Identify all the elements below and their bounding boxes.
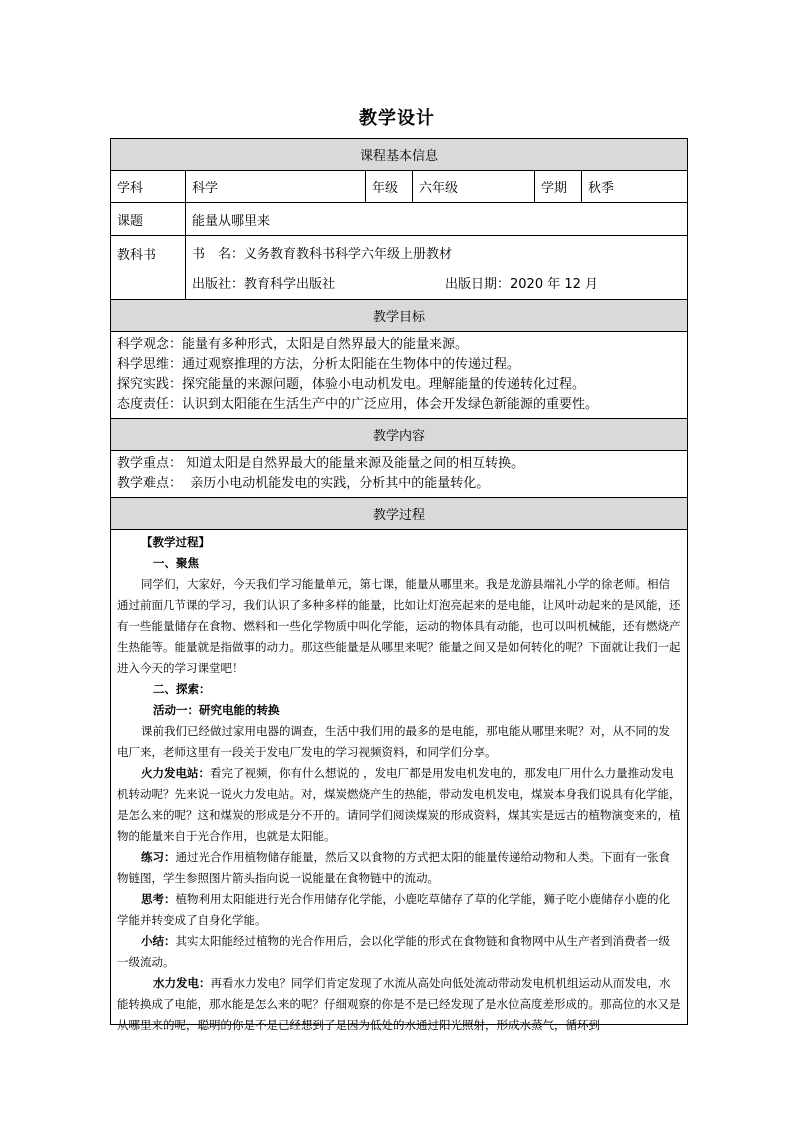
activity-paragraph: 课前我们已经做过家用电器的调查，生活中我们用的最多的是电能，那电能从哪里来呢？对，从不同的发电厂来，老师这里有一段关于发电厂发电的学习视频资料，和同学们分享。 [117, 724, 670, 759]
goal-item: 探究实践：探究能量的来源问题，体验小电动机发电。理解能量的传递转化过程。 [117, 377, 586, 392]
process-heading: 【教学过程】 [141, 535, 210, 549]
think-label: 思考： [141, 892, 176, 906]
subject-label: 学科 [111, 171, 186, 202]
section-explore: 二、探索： [153, 682, 211, 696]
lesson-table [110, 138, 688, 1032]
thermal-power-text: 看完了视频，你有什么想说的 ，发电厂都是用发电机发电的，那发电厂用什么力量推动发电机转动呢？先来说一说火力发电站。对，煤炭燃烧产生的热能，带动发电机发电，煤炭本身我们说具有化学能，是怎么来的呢？这和煤炭的形成是分不开的。请同学们阅读煤炭的形成资料，煤其实是远古的植物演变来的，植物的能量来自于光合作用，也就是太阳能。 [117, 766, 681, 843]
book-name: 书 名：义务教育教科书科学六年级上册教材 [192, 247, 453, 263]
publisher-line [192, 273, 681, 292]
publisher: 出版社：教育科学出版社 [192, 276, 336, 292]
thermal-power-paragraph [117, 763, 681, 847]
summary-label: 小结： [141, 934, 176, 948]
intro-paragraph: 同学们，大家好，今天我们学习能量单元，第七课，能量从哪里来。我是龙游县端礼小学的徐老师。相信通过前面几节课的学习，我们认识了多种多样的能量，比如让灯泡亮起来的是电能，让风叶动起来的是风能，还有一些能量储存在食物、燃料和一些化学物质中叫化学能，运动的物体具有动能，也可以叫机械能，还有燃烧产生热能等。能量就是指做事的动力。那这些能量是从哪里来呢？能量之间又是如何转化的呢？下面就让我们一起进入今天的学习课堂吧！ [117, 577, 681, 675]
think-text: 植物利用太阳能进行光合作用储存化学能，小鹿吃草储存了草的化学能，狮子吃小鹿储存小鹿的化学能并转变成了自身化学能。 [117, 892, 670, 927]
topic-value: 能量从哪里来 [192, 213, 271, 229]
subject-value: 科学 [186, 171, 366, 202]
goals-list [111, 332, 687, 418]
practice-paragraph [117, 847, 681, 889]
hydro-power-label: 水力发电： [153, 976, 211, 990]
term-value: 秋季 [588, 181, 615, 196]
practice-label: 练习： [141, 850, 176, 864]
goals-row [111, 332, 687, 419]
difficulty-text: 亲历小电动机能发电的实践，分析其中的能量转化。 [190, 476, 490, 491]
goals-header: 教学目标 [111, 300, 687, 331]
practice-text: 通过光合作用植物储存能量，然后又以食物的方式把太阳的能量传递给动物和人类。下面有一张食物链图，学生参照图片箭头指向说一说能量在食物链中的流动。 [117, 850, 670, 885]
activity-one-title: 活动一：研究电能的转换 [153, 703, 280, 717]
process-row [111, 530, 687, 1032]
hydro-power-text: 再看水力发电？同学们肯定发现了水流从高处向低处流动带动发电机机组运动从而发电，水能转换成了电能，那水能是怎么来的呢？仔细观察的你是不是已经发现了是水位高度差形成的。那高位的水又是从哪里来的呢，聪明的你是不是已经想到了是因为低处的水通过阳光照射，形成水蒸气，循环到 [117, 976, 681, 1032]
topic-row [111, 203, 687, 236]
process-header-row [111, 498, 687, 530]
textbook-label: 教科书 [111, 236, 186, 299]
document-title: 教学设计 [359, 108, 435, 129]
textbook-info [186, 236, 687, 299]
goal-item: 科学观念：能量有多种形式，太阳是自然界最大的能量来源。 [117, 337, 469, 352]
difficulty [117, 474, 681, 494]
grade-label: 年级 [366, 171, 413, 202]
key-point-text: 知道太阳是自然界最大的能量来源及能量之间的相互转换。 [186, 456, 525, 471]
goal-item: 科学思维：通过观察推理的方法，分析太阳能在生物体中的传递过程。 [117, 357, 521, 372]
basic-info-header: 课程基本信息 [111, 139, 687, 170]
hydro-power-paragraph [117, 973, 681, 1036]
summary-text: 其实太阳能经过植物的光合作用后，会以化学能的形式在食物链和食物网中从生产者到消费者一级一级流动。 [117, 934, 670, 969]
subject-row [111, 171, 687, 203]
content-header-row [111, 419, 687, 451]
content-list [111, 451, 687, 497]
term-label: 学期 [535, 171, 582, 202]
think-paragraph [117, 889, 681, 931]
key-point [117, 454, 681, 474]
section-focus: 一、聚焦 [153, 556, 199, 570]
publish-date: 出版日期：2020 年 12 月 [445, 276, 599, 292]
content-header: 教学内容 [111, 419, 687, 450]
summary-paragraph [117, 931, 681, 973]
grade-value: 六年级 [413, 171, 535, 202]
topic-label: 课题 [111, 203, 186, 235]
content-row [111, 451, 687, 498]
difficulty-label: 教学难点： [117, 476, 183, 491]
goals-header-row [111, 300, 687, 332]
process-header: 教学过程 [111, 498, 687, 529]
textbook-row [111, 236, 687, 300]
key-point-label: 教学重点： [117, 456, 183, 471]
goal-item: 态度责任：认识到太阳能在生活生产中的广泛应用，体会开发绿色新能源的重要性。 [117, 397, 599, 412]
process-body [111, 530, 687, 1032]
thermal-power-label: 火力发电站： [141, 766, 210, 780]
basic-info-header-row [111, 139, 687, 171]
